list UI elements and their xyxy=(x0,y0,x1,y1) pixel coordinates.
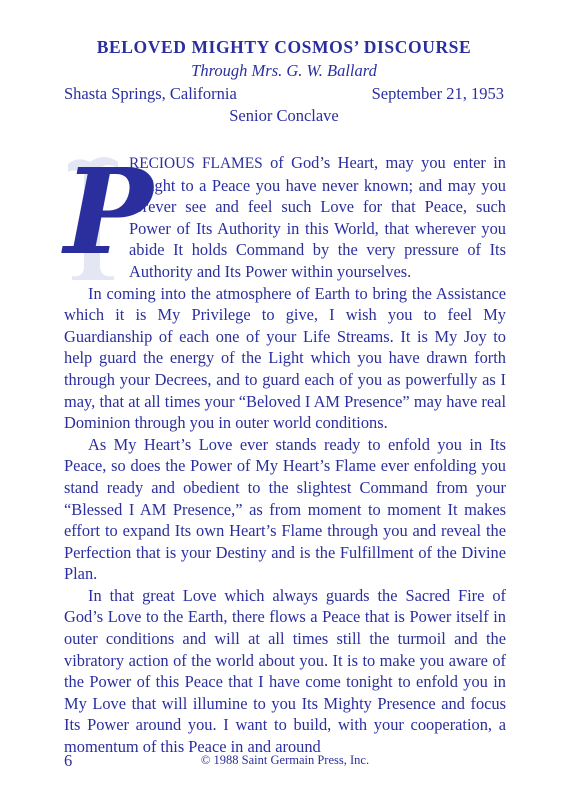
drop-cap xyxy=(64,142,153,282)
copyright-notice: © 1988 Saint Germain Press, Inc. xyxy=(200,753,370,767)
paragraph-1-text: of God’s Heart, may you enter in tonight to a Peace you have never known; and may you forever see and feel such Love for that Peace, such Power of Its Authority in this World, that wherever you abide It holds Command by the very pressure of Its Authority and Its Power within yourselves. xyxy=(129,153,506,281)
discourse-body xyxy=(64,142,506,758)
drop-cap-letter: P xyxy=(64,142,153,281)
paragraph-1 xyxy=(64,142,506,283)
byline: Through Mrs. G. W. Ballard xyxy=(191,61,377,80)
paragraph-4: In that great Love which always guards the Sacred Fire of God’s Love to the Earth, there flows a Peace that is Power itself in outer conditions and will at all times still the turmoil and the vibratory action of the world about you. It is to make you aware of the Power of this Peace that I have come tonight to enfold you in My Love that will illumine to you Its Mighty Presence and focus Its Power around you. I want to build, with your cooperation, a momentum of this Peace in and around xyxy=(64,585,506,757)
paragraph-3: As My Heart’s Love ever stands ready to enfold you in Its Peace, so does the Power of My Heart’s Flame ever enfolding you stand ready and obedient to the slightest Command from your “Blessed I AM Presence,” as from moment to moment It makes effort to expand Its own Heart’s Flame through you and reveal the Perfection that is your Destiny and is the Fulfillment of the Divine Plan. xyxy=(64,434,506,584)
event-name: Senior Conclave xyxy=(229,106,339,125)
page-title: BELOVED MIGHTY COSMOS’ DISCOURSE xyxy=(96,37,472,57)
location: Shasta Springs, California xyxy=(64,84,237,103)
paragraph-2: In coming into the atmosphere of Earth to bring the Assistance which it is My Privilege to give, I wish you to feel My Guardianship of each one of your Life Streams. It is My Joy to help guard the energy of the Light which you have drawn forth through your Decrees, and to guard each of you as powerfully as I may, that at all times your “Beloved I AM Presence” may have real Dominion through you in outer world conditions. xyxy=(64,283,506,433)
opening-caps: RECIOUS FLAMES xyxy=(129,155,263,172)
date: September 21, 1953 xyxy=(371,84,504,103)
page-number: 6 xyxy=(64,751,73,770)
